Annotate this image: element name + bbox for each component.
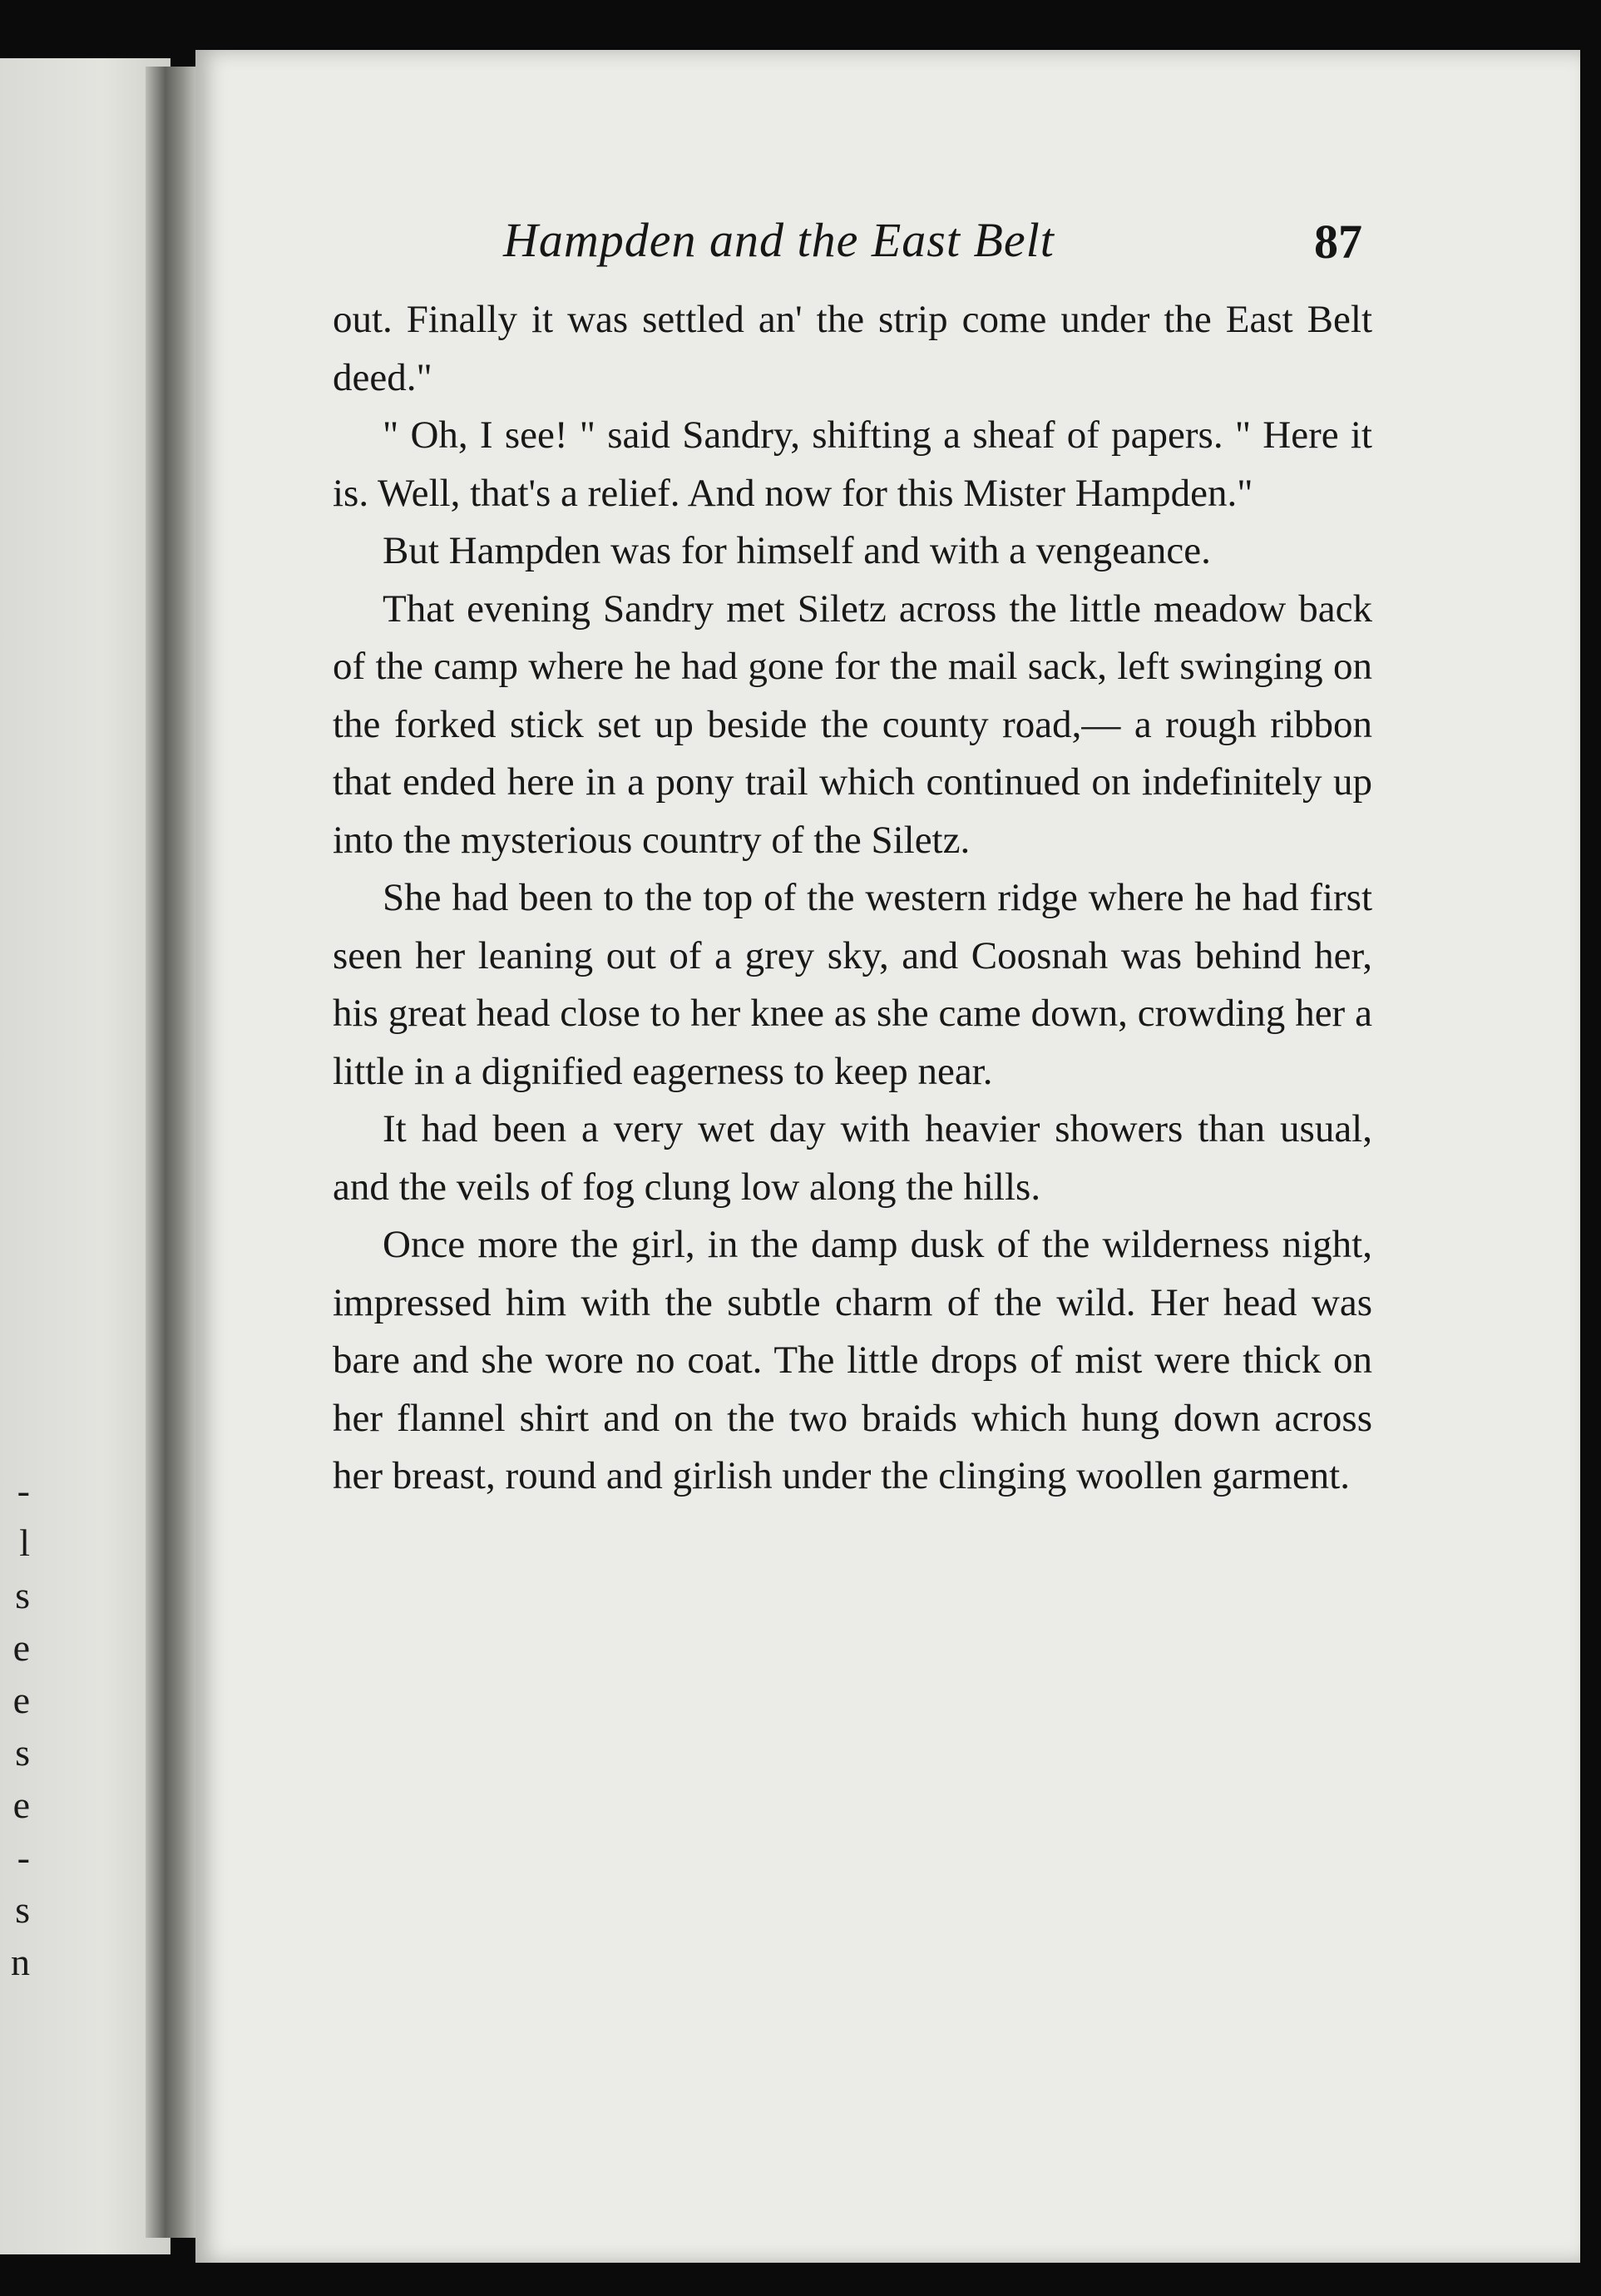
paragraph: That evening Sandry met Siletz across the little meadow back of the camp where he had gone for the mail sack, left swinging on the forked stick set up beside the county road,— a rough ribbon that ended here in a pony trail which continued on indefinitely up into the mysterious country of the Siletz. (333, 586, 1372, 862)
facing-page-fragment: s (15, 1731, 30, 1774)
running-head-title: Hampden and the East Belt (503, 213, 1055, 267)
paragraph: She had been to the top of the western ridge where he had first seen her leaning out of a grey sky, and Coosnah was behind her, his great head close to her knee as she came down, crowding her a little in a dignified eagerness to keep near. (333, 876, 1372, 1093)
running-head (195, 212, 1580, 279)
facing-page-fragment: - (17, 1469, 30, 1512)
book-page (195, 50, 1580, 2263)
facing-page-text-fragments (0, 1464, 33, 1988)
paragraph: out. Finally it was settled an' the strip come under the East Belt deed." (333, 298, 1372, 399)
facing-page-fragment: - (17, 1836, 30, 1878)
paragraph: But Hampden was for himself and with a vengeance. (383, 529, 1211, 572)
facing-page-fragment: e (12, 1784, 30, 1826)
facing-page-fragment: n (11, 1941, 30, 1983)
paragraph: It had been a very wet day with heavier showers than usual, and the veils of fog clung low along the hills. (333, 1107, 1372, 1209)
facing-page-fragment: l (19, 1522, 30, 1564)
facing-page-fragment: e (12, 1626, 30, 1669)
facing-page-fragment: s (15, 1888, 30, 1931)
paragraph: Once more the girl, in the damp dusk of the wilderness night, impressed him with the subtle charm of the wild. Her head was bare and she wore no coat. The little drops of mist were thick on her flannel shirt and on the two braids which hung down across her breast, round and girlish under the clinging woollen garment. (333, 1223, 1372, 1497)
paragraph: " Oh, I see! " said Sandry, shifting a sheaf of papers. " Here it is. Well, that's a relief. And now for this Mister Hampden." (333, 413, 1372, 515)
facing-page-fragment: e (12, 1679, 30, 1721)
body-text (333, 291, 1372, 1506)
facing-page-fragment: s (15, 1574, 30, 1616)
page-number: 87 (1314, 215, 1362, 269)
